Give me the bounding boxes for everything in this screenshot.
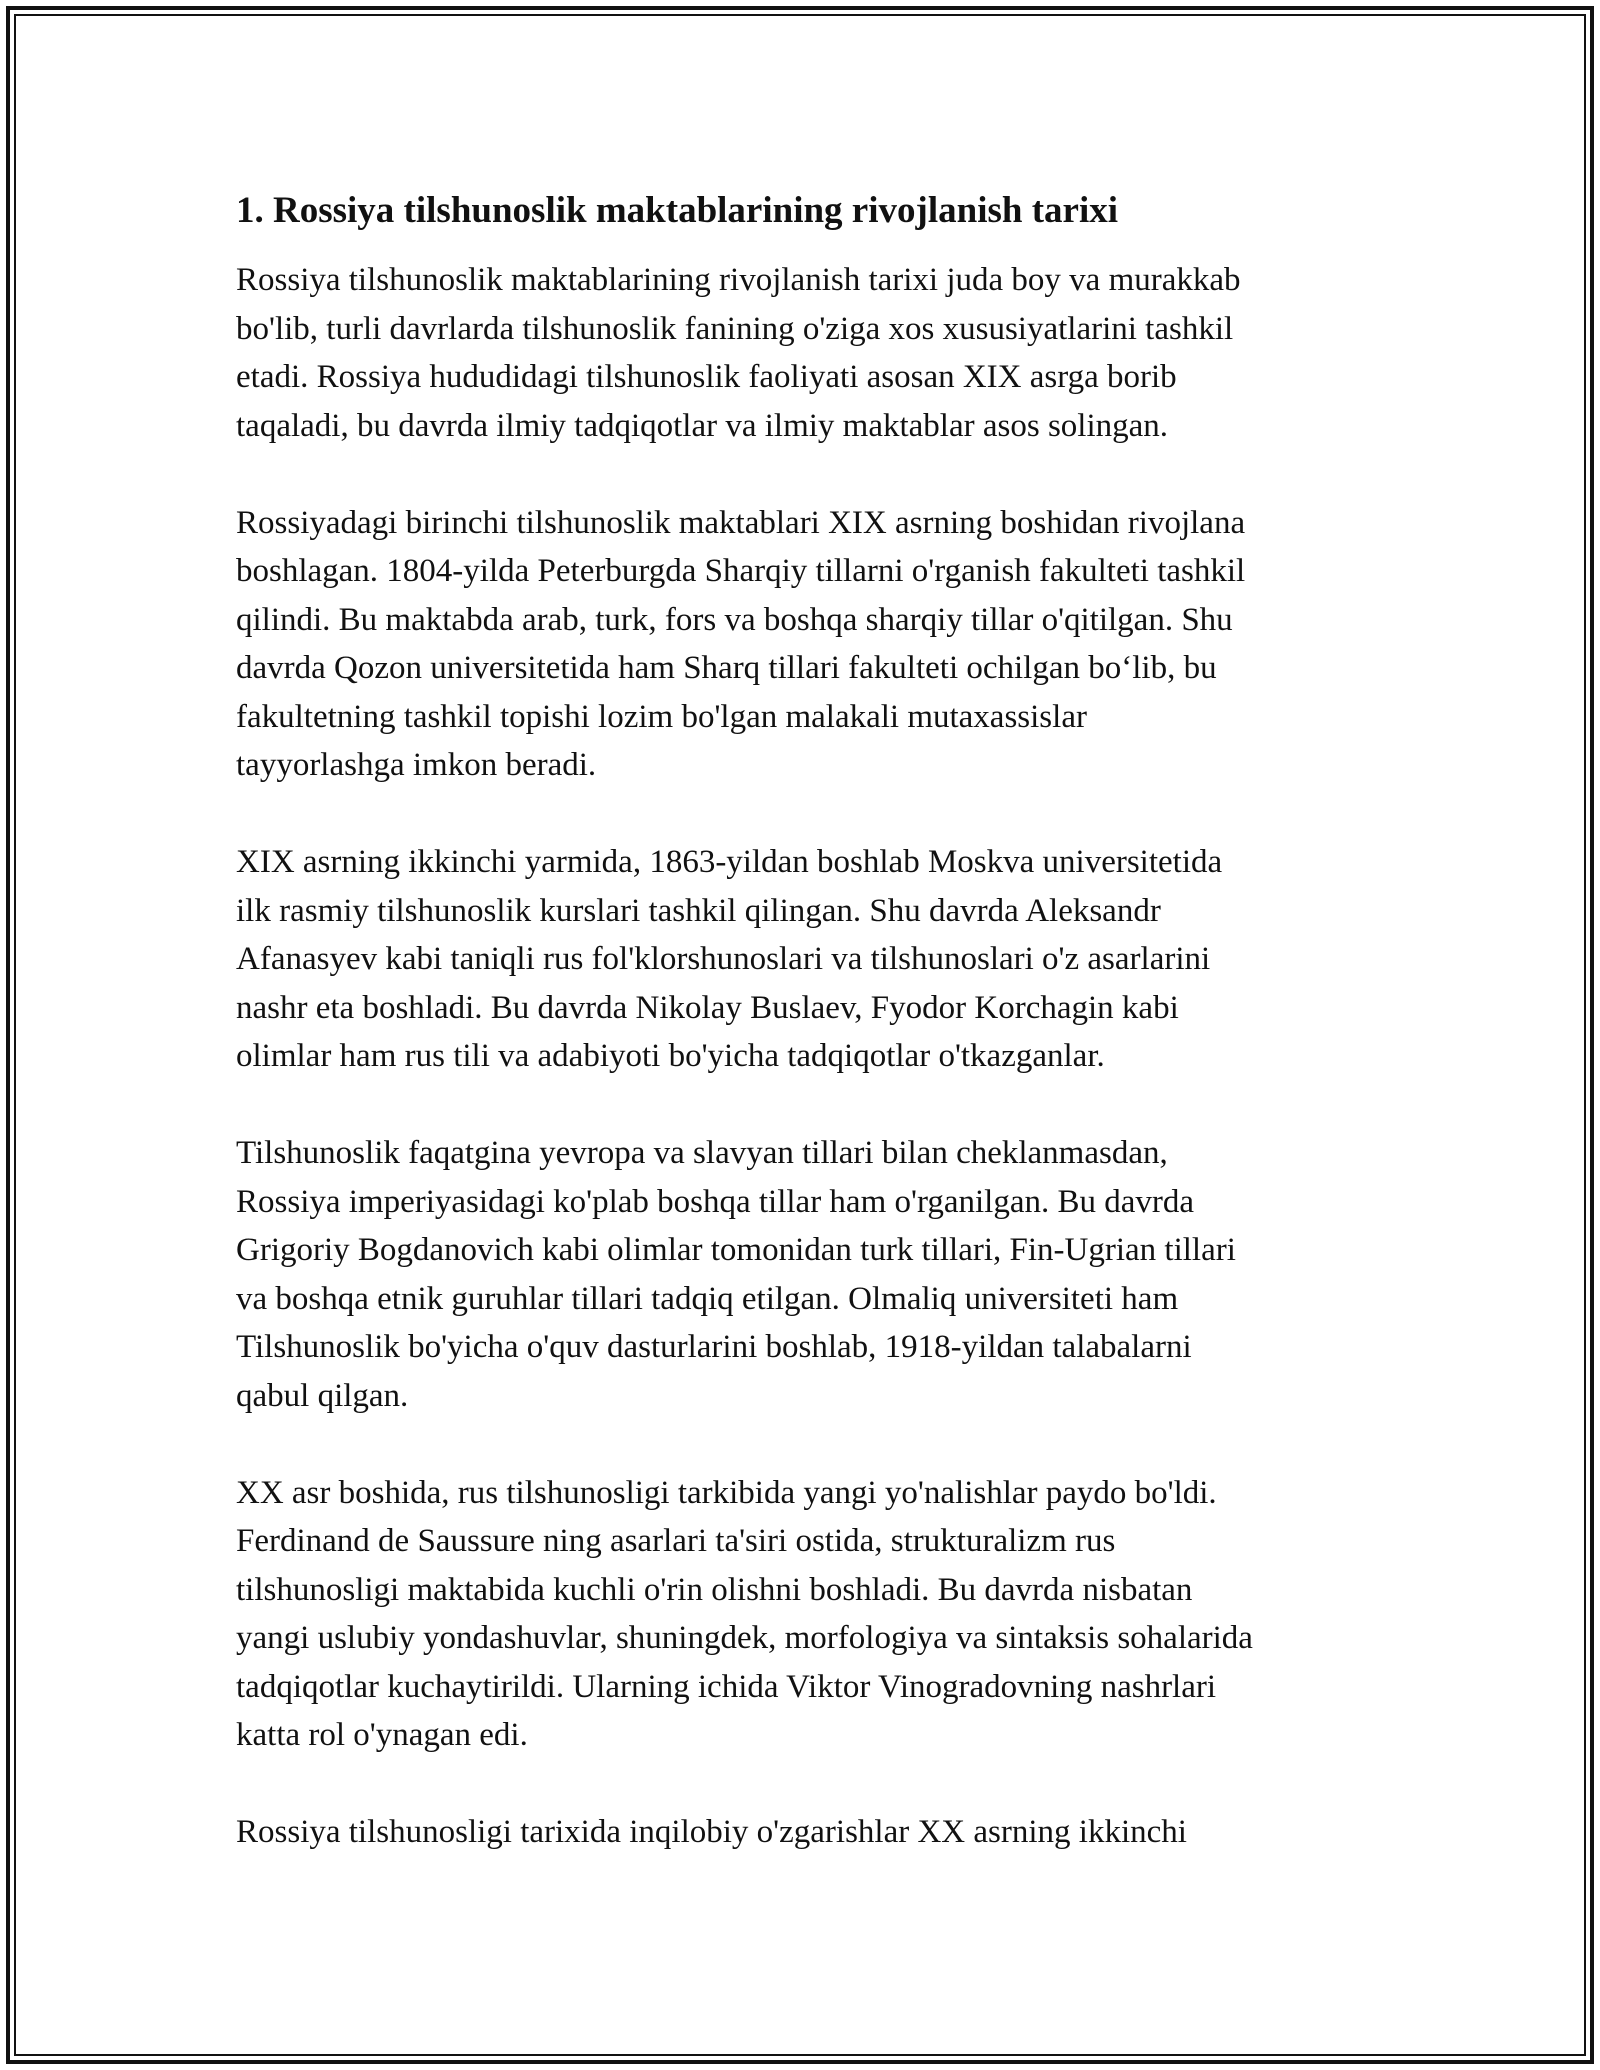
paragraph-line: tayyorlashga imkon beradi.: [236, 747, 597, 783]
paragraph-line: Rossiyadagi birinchi tilshunoslik maktablari XIX asrning boshidan rivojlana: [236, 504, 1246, 541]
paragraph-6: [236, 1808, 1376, 1857]
paragraph-line: nashr eta boshladi. Bu davrda Nikolay Buslaev, Fyodor Korchagin kabi: [236, 989, 1179, 1026]
paragraph-line: va boshqa etnik guruhlar tillari tadqiq etilgan. Olmaliq universiteti ham: [236, 1280, 1179, 1317]
paragraph-line: qabul qilgan.: [236, 1377, 409, 1414]
section-heading: 1. Rossiya tilshunoslik maktablarining rivojlanish tarixi: [236, 190, 1119, 231]
paragraph-line: Rossiya tilshunoslik maktablarining rivojlanish tarixi juda boy va murakkab: [236, 262, 1241, 298]
paragraph-line: etadi. Rossiya hududidagi tilshunoslik faoliyati asosan XIX asrga borib: [236, 359, 1177, 395]
paragraph-line: qilindi. Bu maktabda arab, turk, fors va boshqa sharqiy tillar o'qitilgan. Shu: [236, 601, 1233, 638]
paragraph-line: XX asr boshida, rus tilshunosligi tarkibida yangi yo'nalishlar paydo bo'ldi.: [236, 1474, 1217, 1511]
paragraph-line: ilk rasmiy tilshunoslik kurslari tashkil qilingan. Shu davrda Aleksandr: [236, 892, 1161, 929]
paragraph-line: tilshunosligi maktabida kuchli o'rin olishni boshladi. Bu davrda nisbatan: [236, 1571, 1193, 1608]
paragraph-line: Rossiya tilshunosligi tarixida inqilobiy o'zgarishlar XX asrning ikkinchi: [236, 1814, 1187, 1850]
paragraph-1: [236, 256, 1376, 450]
paragraph-line: yangi uslubiy yondashuvlar, shuningdek, morfologiya va sintaksis sohalarida: [236, 1620, 1253, 1656]
paragraph-line: olimlar ham rus tili va adabiyoti bo'yicha tadqiqotlar o'tkazganlar.: [236, 1038, 1105, 1074]
paragraph-2: [236, 499, 1376, 790]
paragraph-line: XIX asrning ikkinchi yarmida, 1863-yildan boshlab Moskva universitetida: [236, 844, 1223, 880]
document-body: [236, 186, 1376, 1905]
paragraph-line: tadqiqotlar kuchaytirildi. Ularning ichida Viktor Vinogradovning nashrlari: [236, 1668, 1217, 1705]
paragraph-3: [236, 838, 1376, 1081]
paragraph-line: Grigoriy Bogdanovich kabi olimlar tomonidan turk tillari, Fin-Ugrian tillari: [236, 1232, 1236, 1268]
paragraph-line: davrda Qozon universitetida ham Sharq tillari fakulteti ochilgan bo‘lib, bu: [236, 650, 1217, 686]
paragraph-line: Afanasyev kabi taniqli rus fol'klorshunoslari va tilshunoslari o'z asarlarini: [236, 941, 1211, 977]
paragraph-line: Rossiya imperiyasidagi ko'plab boshqa tillar ham o'rganilgan. Bu davrda: [236, 1183, 1195, 1220]
paragraph-line: katta rol o'ynagan edi.: [236, 1717, 528, 1753]
paragraph-line: Tilshunoslik bo'yicha o'quv dasturlarini boshlab, 1918-yildan talabalarni: [236, 1329, 1192, 1365]
paragraph-line: Tilshunoslik faqatgina yevropa va slavyan tillari bilan cheklanmasdan,: [236, 1135, 1168, 1171]
paragraph-5: [236, 1469, 1376, 1760]
paragraph-4: [236, 1129, 1376, 1420]
paragraph-line: fakultetning tashkil topishi lozim bo'lgan malakali mutaxassislar: [236, 698, 1087, 735]
paragraph-line: boshlagan. 1804-yilda Peterburgda Sharqiy tillarni o'rganish fakulteti tashkil: [236, 553, 1246, 589]
paragraph-line: taqaladi, bu davrda ilmiy tadqiqotlar va ilmiy maktablar asos solingan.: [236, 407, 1169, 444]
paragraph-line: bo'lib, turli davrlarda tilshunoslik fanining o'ziga xos xususiyatlarini tashkil: [236, 310, 1234, 347]
paragraph-line: Ferdinand de Saussure ning asarlari ta'siri ostida, strukturalizm rus: [236, 1523, 1116, 1559]
